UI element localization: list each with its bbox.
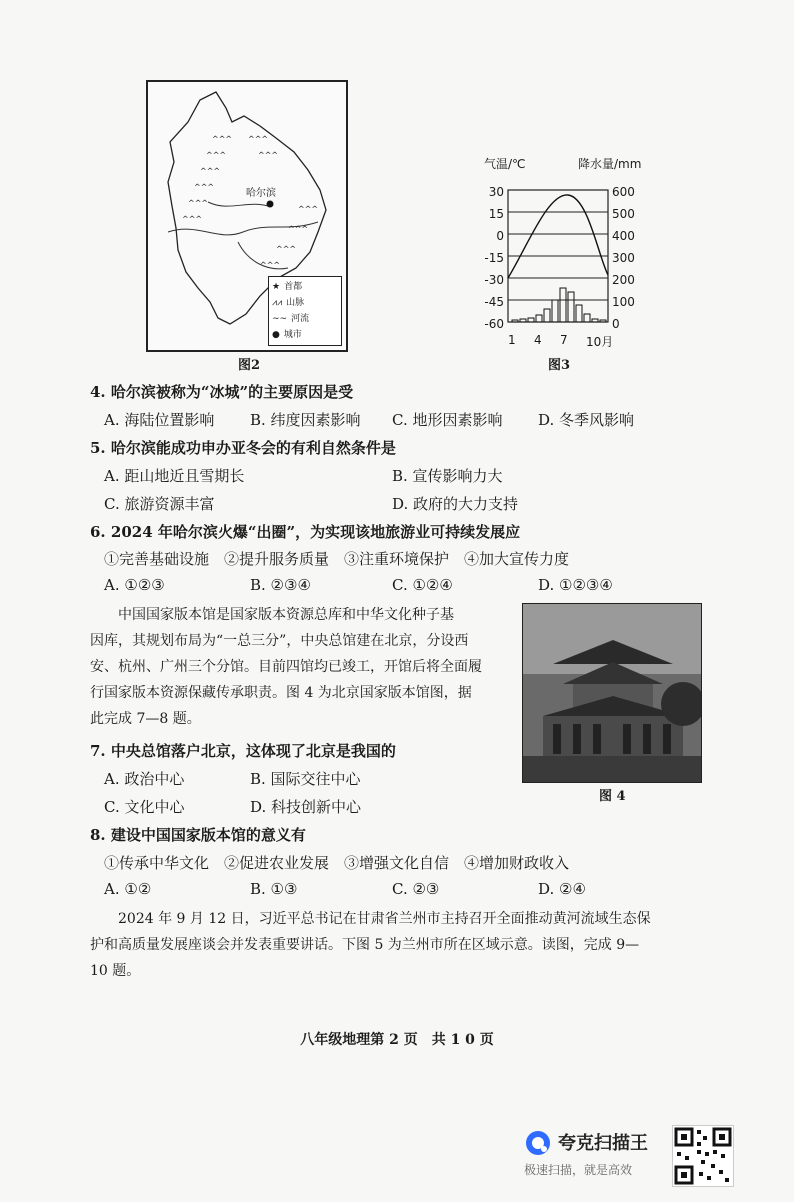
svg-text:^^^: ^^^ xyxy=(260,261,281,270)
q4-option-d: D. 冬季风影响 xyxy=(538,411,635,429)
building-illustration xyxy=(523,604,701,782)
q7-option-a: A. 政治中心 xyxy=(104,770,185,788)
q6-stem: 6. 2024 年哈尔滨火爆“出圈”，为实现该地旅游业可持续发展应 xyxy=(90,523,521,541)
q4-option-b: B. 纬度因素影响 xyxy=(250,411,361,429)
svg-text:^^^: ^^^ xyxy=(188,199,209,208)
passage-lanzhou: 2024 年 9 月 12 日，习近平总书记在甘肃省兰州市主持召开全面推动黄河流域生态保 护和高质量发展座谈会并发表重要讲话。下图 5 为兰州市所在区域示意。读图，完成 9— 10 题。 xyxy=(90,911,651,979)
temp-ticks: 30 15 0 -15 -30 -45 -60 xyxy=(484,185,504,331)
passage-version-library: 中国国家版本馆是国家版本资源总库和中华文化种子基 因库，其规划布局为“一总三分”，中央总馆建在北京，分设西 安、杭州、广州三个分馆。目前四馆均已竣工，开馆后将全面履 行国家版本资源保藏传承职责。图 4 为北京国家版本馆图，据 此完成 7—8 题。 xyxy=(90,607,482,727)
q6-option-a: A. ①②③ xyxy=(104,576,165,594)
svg-text:^^^: ^^^ xyxy=(182,215,203,224)
fig4-caption: 图 4 xyxy=(599,789,626,804)
q8-option-b: B. ①③ xyxy=(250,880,298,898)
q6-option-d: D. ①②③④ xyxy=(538,576,613,594)
river-icon: ∼∼ xyxy=(272,314,288,324)
qr-code-icon xyxy=(673,1126,733,1186)
mountain-icon: ⩘⩘ xyxy=(272,298,283,308)
q5-option-a: A. 距山地近且雪期长 xyxy=(104,467,245,485)
q7-option-c: C. 文化中心 xyxy=(104,798,185,816)
temp-axis-label: 气温/℃ xyxy=(484,157,526,171)
precip-axis-label: 降水量/mm xyxy=(578,157,642,171)
q7-option-b: B. 国际交往中心 xyxy=(250,770,361,788)
q6-option-c: C. ①②④ xyxy=(392,576,453,594)
q8-option-a: A. ①② xyxy=(104,880,152,898)
q4-option-c: C. 地形因素影响 xyxy=(392,411,503,429)
q5-option-c: C. 旅游资源丰富 xyxy=(104,495,215,513)
q5-stem: 5. 哈尔滨能成功申办亚冬会的有利自然条件是 xyxy=(90,439,396,457)
q4-stem: 4. 哈尔滨被称为“冰城”的主要原因是受 xyxy=(90,383,354,401)
legend-mountain: ⩘⩘ 山脉 xyxy=(272,295,338,311)
svg-text:^^^: ^^^ xyxy=(206,151,227,160)
svg-text:^^^: ^^^ xyxy=(194,183,215,192)
svg-text:^^^: ^^^ xyxy=(212,135,233,144)
brand-name: 夸克扫描王 xyxy=(558,1133,648,1154)
map-figure xyxy=(146,80,348,352)
fig2-caption: 图2 xyxy=(238,358,261,373)
precip-ticks: 600 500 400 300 200 100 0 xyxy=(612,185,635,331)
q8-option-c: C. ②③ xyxy=(392,880,440,898)
fig3-caption: 图3 xyxy=(548,358,571,373)
harbin-city-dot xyxy=(267,201,274,208)
q5-option-b: B. 宣传影响力大 xyxy=(392,467,503,485)
svg-text:^^^: ^^^ xyxy=(200,167,221,176)
map-legend xyxy=(268,276,342,346)
q8-option-d: D. ②④ xyxy=(538,880,586,898)
svg-text:^^^: ^^^ xyxy=(276,245,297,254)
quark-logo-icon xyxy=(524,1129,552,1157)
legend-capital: ★ 首都 xyxy=(272,279,338,295)
q4-option-a: A. 海陆位置影响 xyxy=(104,411,215,429)
svg-text:^^^: ^^^ xyxy=(258,151,279,160)
q8-items: ①传承中华文化 ②促进农业发展 ③增强文化自信 ④增加财政收入 xyxy=(104,854,570,872)
city-label: 哈尔滨 xyxy=(246,188,276,199)
city-dot-icon: ● xyxy=(272,330,280,340)
brand-slogan: 极速扫描，就是高效 xyxy=(524,1163,633,1177)
version-library-photo xyxy=(522,603,702,783)
q5-option-d: D. 政府的大力支持 xyxy=(392,495,519,513)
page-footer: 八年级地理第 2 页 共 1 0 页 xyxy=(300,1032,494,1048)
q7-stem: 7. 中央总馆落户北京，这体现了北京是我国的 xyxy=(90,742,396,760)
legend-city: ● 城市 xyxy=(272,327,338,343)
svg-text:^^^: ^^^ xyxy=(288,225,309,234)
svg-text:^^^: ^^^ xyxy=(298,205,319,214)
climate-chart: 气温/℃ 降水量/mm 30 15 0 -15 -30 -45 -60 600 500 400 300 200 100 0 1 4 7 10月 xyxy=(468,155,648,355)
q6-option-b: B. ②③④ xyxy=(250,576,311,594)
q7-option-d: D. 科技创新中心 xyxy=(250,798,362,816)
star-icon: ★ xyxy=(272,282,281,292)
q8-stem: 8. 建设中国国家版本馆的意义有 xyxy=(90,826,306,844)
legend-river: ∼∼ 河流 xyxy=(272,311,338,327)
scanner-watermark xyxy=(524,1125,664,1185)
q6-items: ①完善基础设施 ②提升服务质量 ③注重环境保护 ④加大宣传力度 xyxy=(104,550,570,568)
svg-text:^^^: ^^^ xyxy=(248,135,269,144)
qr-code xyxy=(672,1125,734,1187)
